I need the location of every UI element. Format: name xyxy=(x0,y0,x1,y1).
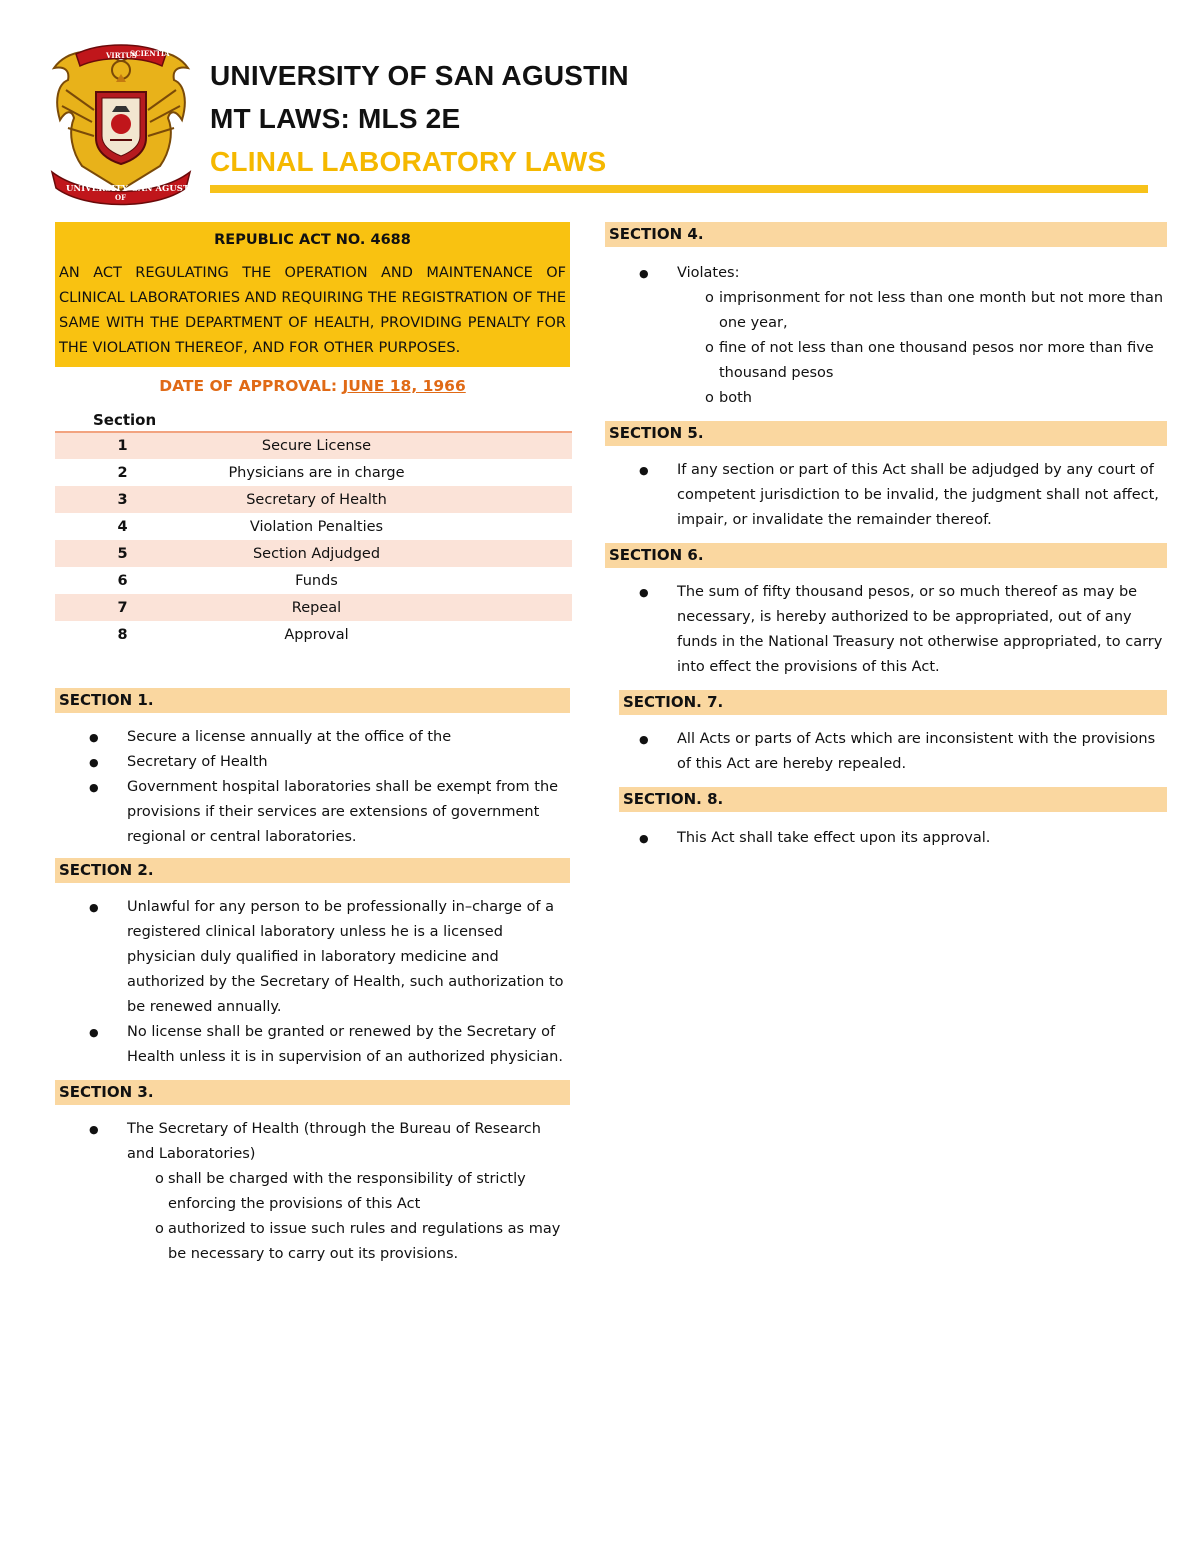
section-6-heading: SECTION 6. xyxy=(605,543,1167,568)
list-item: ● No license shall be granted or renewed by the Secretary of Health unless it is in supervision of an authorized physician. xyxy=(55,1020,570,1070)
list-item: ● All Acts or parts of Acts which are inconsistent with the provisions of this Act are hereby repealed. xyxy=(605,727,1167,777)
table-row xyxy=(55,540,572,567)
table-row xyxy=(55,513,572,540)
list-item: ● Secretary of Health xyxy=(55,750,570,775)
list-item: ● This Act shall take effect upon its approval. xyxy=(605,826,1167,851)
list-subitem: o authorized to issue such rules and regulations as may be necessary to carry out its provisions. xyxy=(55,1217,570,1267)
section-2-list xyxy=(55,895,570,1070)
section-topic: Funds xyxy=(295,572,338,589)
section-2-heading: SECTION 2. xyxy=(55,858,570,883)
header-course-title: MT LAWS: MLS 2E xyxy=(210,103,461,134)
section-4-list xyxy=(605,261,1167,286)
section-6-list xyxy=(605,580,1167,680)
right-column xyxy=(605,222,1167,851)
logo-motto-text: VIRTUS xyxy=(106,51,137,60)
section-1-heading: SECTION 1. xyxy=(55,688,570,713)
list-subitem: o both xyxy=(675,386,1167,411)
table-row xyxy=(55,567,572,594)
list-item: ● The sum of fifty thousand pesos, or so much thereof as may be necessary, is hereby authorized to be appropriated, out of any funds in the National Treasury not otherwise appropriated, to carry into effect the provisions of this Act. xyxy=(605,580,1167,680)
section-7-list xyxy=(605,727,1167,777)
table-row xyxy=(55,432,572,459)
date-of-approval xyxy=(55,377,570,395)
section-topic: Secure License xyxy=(190,432,572,459)
section-4-sublist xyxy=(605,286,1167,411)
list-item: ● The Secretary of Health (through the Bureau of Research and Laboratories) xyxy=(55,1117,570,1167)
toc-column-header: Section xyxy=(93,411,157,429)
header-topic-title: CLINAL LABORATORY LAWS xyxy=(210,146,607,177)
table-row xyxy=(55,594,572,621)
section-7-heading: SECTION. 7. xyxy=(619,690,1167,715)
republic-act-box xyxy=(55,222,570,367)
section-number: 1 xyxy=(55,432,190,459)
section-3-sublist xyxy=(55,1167,570,1267)
section-topic: Section Adjudged xyxy=(252,545,381,562)
section-number: 7 xyxy=(117,599,128,616)
section-8-list xyxy=(605,826,1167,851)
section-5-heading: SECTION 5. xyxy=(605,421,1167,446)
svg-text:OF: OF xyxy=(115,193,127,202)
table-row xyxy=(55,486,572,513)
section-topic: Repeal xyxy=(291,599,342,616)
header-divider xyxy=(210,185,1148,193)
republic-act-title: REPUBLIC ACT NO. 4688 xyxy=(214,232,411,248)
section-8-heading: SECTION. 8. xyxy=(619,787,1167,812)
svg-text:UNIVERSITY: UNIVERSITY xyxy=(66,184,128,194)
list-item: ● If any section or part of this Act shall be adjudged by any court of competent jurisdiction to be invalid, the judgment shall not affect, impair, or invalidate the remainder thereof. xyxy=(605,458,1167,533)
section-topic: Physicians are in charge xyxy=(228,464,405,481)
section-number: 8 xyxy=(117,626,128,643)
section-number: 4 xyxy=(117,518,128,535)
svg-text:SAN AGUSTIN: SAN AGUSTIN xyxy=(132,184,196,194)
list-item: ● Secure a license annually at the office of the xyxy=(55,725,570,750)
table-row xyxy=(55,459,572,486)
section-topic: Approval xyxy=(284,626,349,643)
section-5-list xyxy=(605,458,1167,533)
section-number: 3 xyxy=(117,491,128,508)
left-column xyxy=(55,222,570,1267)
section-number: 6 xyxy=(117,572,128,589)
section-summary-table xyxy=(55,431,572,648)
section-topic: Secretary of Health xyxy=(246,491,387,508)
section-number: 2 xyxy=(117,464,128,481)
header-university-name: UNIVERSITY OF SAN AGUSTIN xyxy=(210,60,629,91)
list-subitem: o shall be charged with the responsibility of strictly enforcing the provisions of this Act xyxy=(55,1167,570,1217)
list-item: ● Government hospital laboratories shall be exempt from the provisions if their services are extensions of government regional or central laboratories. xyxy=(55,775,570,850)
section-number: 5 xyxy=(117,545,128,562)
table-row xyxy=(55,621,572,648)
section-topic: Violation Penalties xyxy=(249,518,384,535)
list-subitem: o fine of not less than one thousand pesos nor more than five thousand pesos xyxy=(675,336,1167,386)
section-3-heading: SECTION 3. xyxy=(55,1080,570,1105)
section-3-list xyxy=(55,1117,570,1167)
republic-act-description: AN ACT REGULATING THE OPERATION AND MAINTENANCE OF CLINICAL LABORATORIES AND REQUIRING THE REGISTRATION OF THE SAME WITH THE DEPARTMENT OF HEALTH, PROVIDING PENALTY FOR THE VIOLATION THEREOF, AND FOR OTHER PURPOSES. xyxy=(59,265,566,356)
section-1-list xyxy=(55,725,570,850)
approval-label: DATE OF APPROVAL: xyxy=(159,377,343,395)
university-seal-logo xyxy=(46,40,196,208)
list-item: ● Violates: xyxy=(605,261,1167,286)
list-item: ● Unlawful for any person to be professionally in–charge of a registered clinical laboratory unless he is a licensed physician duly qualified in laboratory medicine and authorized by the Secretary of Health, such authorization to be renewed annually. xyxy=(55,895,570,1020)
svg-text:SCIENTIA: SCIENTIA xyxy=(130,49,170,58)
section-4-heading: SECTION 4. xyxy=(605,222,1167,247)
list-subitem: o imprisonment for not less than one month but not more than one year, xyxy=(675,286,1167,336)
approval-date: JUNE 18, 1966 xyxy=(342,377,466,395)
